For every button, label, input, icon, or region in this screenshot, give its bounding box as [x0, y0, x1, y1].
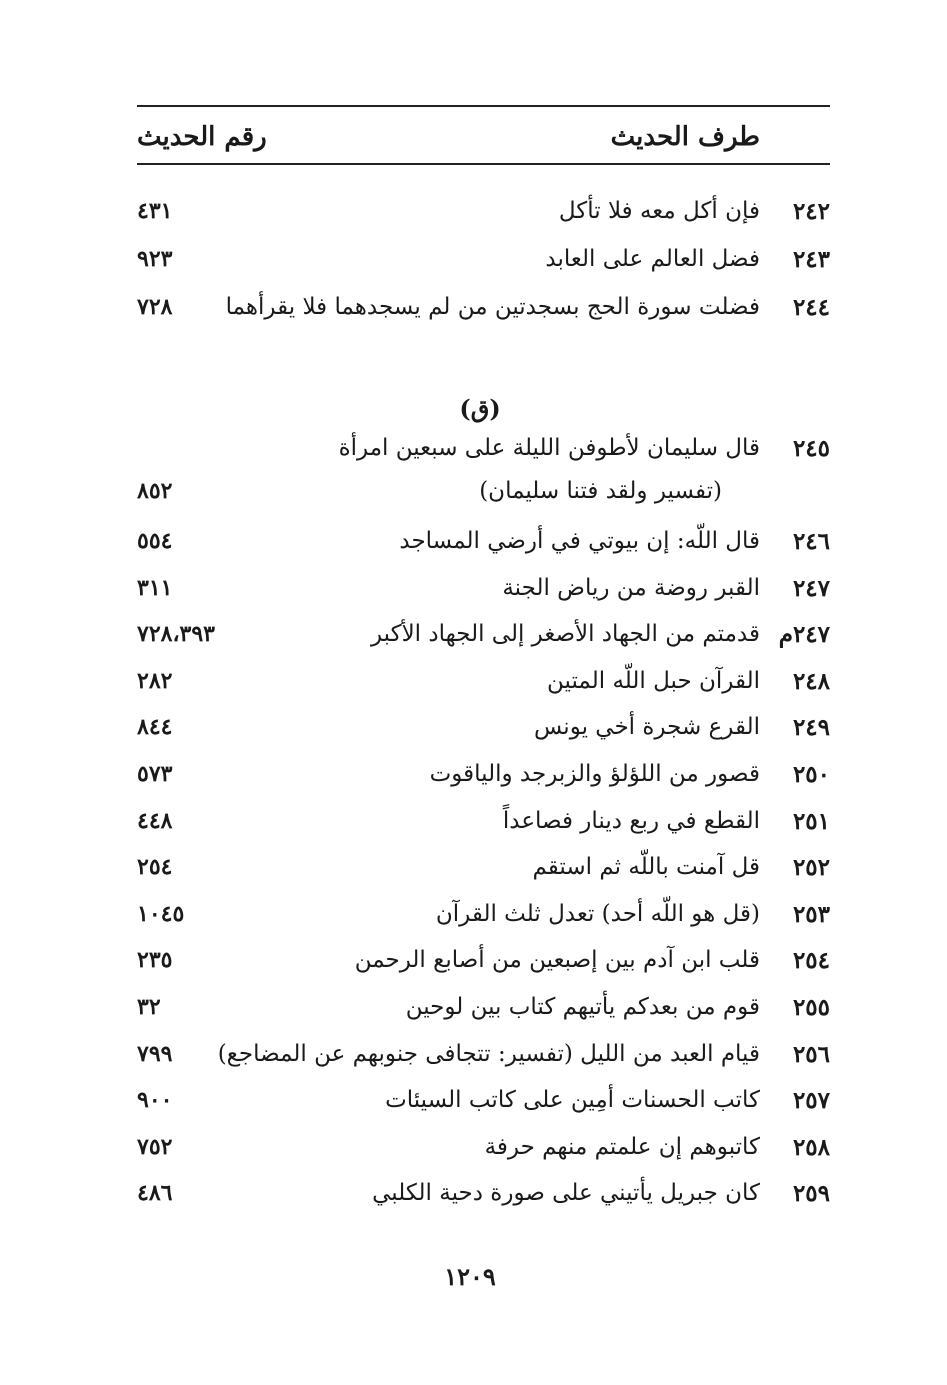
list-item [137, 761, 830, 801]
hadith-index: ٢٥٠ [792, 761, 830, 788]
hadith-index: ٢٥٢ [792, 854, 830, 882]
hadith-text: كاتبوهم إن علمتم منهم حرفة [484, 1133, 760, 1160]
hadith-text: فضلت سورة الحج بسجدتين من لم يسجدهما فلا يقرأهما [225, 294, 760, 320]
hadith-text: قل آمنت باللّه ثم استقم [532, 854, 760, 881]
hadith-ref: ٤٨٦ [137, 1180, 173, 1207]
top-rule [137, 105, 830, 107]
hadith-text: قلب ابن آدم بين إصبعين من أصابع الرحمن [354, 947, 760, 974]
list-item [137, 1180, 830, 1220]
list-item [137, 947, 830, 987]
hadith-index: ٢٤٨ [792, 667, 830, 695]
hadith-index: ٢٤٧م [778, 621, 830, 649]
hadith-ref: ١٠٤٥ [137, 900, 185, 927]
hadith-ref: ٧٩٩ [137, 1040, 173, 1067]
hadith-index: ٢٤٢ [792, 198, 830, 225]
list-item [137, 294, 830, 334]
hadith-ref: ٧٢٨،٣٩٣ [137, 621, 215, 648]
list-item [137, 198, 830, 238]
header-bottom-rule [137, 163, 830, 165]
hadith-text-continued: (تفسير ولقد فتنا سليمان) [479, 478, 722, 504]
hadith-index: ٢٥٤ [792, 947, 830, 975]
list-item [137, 714, 830, 754]
list-item [137, 575, 830, 615]
hadith-text: فضل العالم على العابد [545, 246, 760, 272]
hadith-text: قال اللّه: إن بيوتي في أرضي المساجد [399, 528, 760, 554]
hadith-ref: ٨٤٤ [137, 714, 173, 741]
list-item [137, 528, 830, 568]
hadith-ref: ٨٥٢ [137, 478, 173, 504]
hadith-text: قصور من اللؤلؤ والزبرجد والياقوت [429, 761, 760, 787]
hadith-text: القطع في ربع دينار فصاعداً [502, 807, 760, 834]
hadith-index: ٢٤٧ [792, 574, 830, 602]
hadith-ref: ٢٣٥ [137, 947, 173, 974]
hadith-text: القرع شجرة أخي يونس [533, 714, 760, 741]
hadith-ref: ٤٣١ [137, 198, 173, 224]
hadith-text: قال سليمان لأطوفن الليلة على سبعين امرأة [338, 435, 760, 461]
hadith-ref: ٥٥٤ [137, 528, 173, 554]
hadith-text: قوم من بعدكم يأتيهم كتاب بين لوحين [405, 994, 760, 1020]
hadith-index: ٢٥٩ [792, 1180, 830, 1208]
list-item [137, 901, 830, 941]
hadith-index: ٢٥١ [792, 807, 830, 835]
hadith-index: ٢٥٥ [792, 994, 830, 1021]
hadith-ref: ٣٢ [137, 994, 161, 1020]
hadith-text: كاتب الحسنات أمِين على كاتب السيئات [385, 1087, 760, 1114]
hadith-index: ٢٥٣ [792, 900, 830, 928]
hadith-ref: ٣١١ [137, 574, 173, 601]
hadith-index: ٢٤٦ [792, 528, 830, 555]
list-item [137, 854, 830, 894]
hadith-index: ٢٥٧ [792, 1087, 830, 1115]
header-number-column: رقم الحديث [137, 122, 267, 152]
list-item [137, 668, 830, 708]
hadith-text: فإن أكل معه فلا تأكل [558, 198, 760, 224]
list-item [137, 435, 830, 475]
list-item [137, 1041, 830, 1081]
list-item [137, 246, 830, 286]
list-item [137, 994, 830, 1034]
hadith-index: ٢٤٩ [792, 714, 830, 742]
hadith-text: القبر روضة من رياض الجنة [502, 574, 760, 601]
hadith-text: كان جبريل يأتيني على صورة دحية الكلبي [372, 1180, 760, 1207]
hadith-ref: ٩٢٣ [137, 246, 173, 272]
hadith-ref: ٢٨٢ [137, 667, 173, 694]
hadith-ref: ٥٧٣ [137, 761, 173, 787]
hadith-ref: ٩٠٠ [137, 1087, 173, 1114]
list-item [137, 1134, 830, 1174]
hadith-index: ٢٥٦ [792, 1040, 830, 1068]
list-item [137, 1087, 830, 1127]
list-item [137, 808, 830, 848]
section-heading: (ق) [459, 394, 501, 423]
hadith-index: ٢٤٤ [792, 294, 830, 321]
hadith-ref: ٧٥٢ [137, 1133, 173, 1160]
hadith-index: ٢٤٥ [792, 435, 830, 462]
hadith-text: القرآن حبل اللّه المتين [547, 667, 760, 694]
hadith-text: قيام العبد من الليل (تفسير: تتجافى جنوبهم عن المضاجع) [217, 1040, 760, 1067]
hadith-ref: ٤٤٨ [137, 807, 173, 834]
hadith-index: ٢٤٣ [792, 246, 830, 273]
header-text-column: طرف الحديث [610, 122, 760, 152]
hadith-index: ٢٥٨ [792, 1133, 830, 1161]
hadith-text: (قل هو اللّه أحد) تعدل ثلث القرآن [435, 900, 760, 927]
list-item [137, 621, 830, 661]
list-item-continuation [137, 478, 830, 518]
page-number: ١٢٠٩ [444, 1262, 496, 1291]
hadith-ref: ٧٢٨ [137, 294, 173, 320]
hadith-ref: ٢٥٤ [137, 854, 173, 881]
hadith-text: قدمتم من الجهاد الأصغر إلى الجهاد الأكبر [370, 621, 760, 648]
